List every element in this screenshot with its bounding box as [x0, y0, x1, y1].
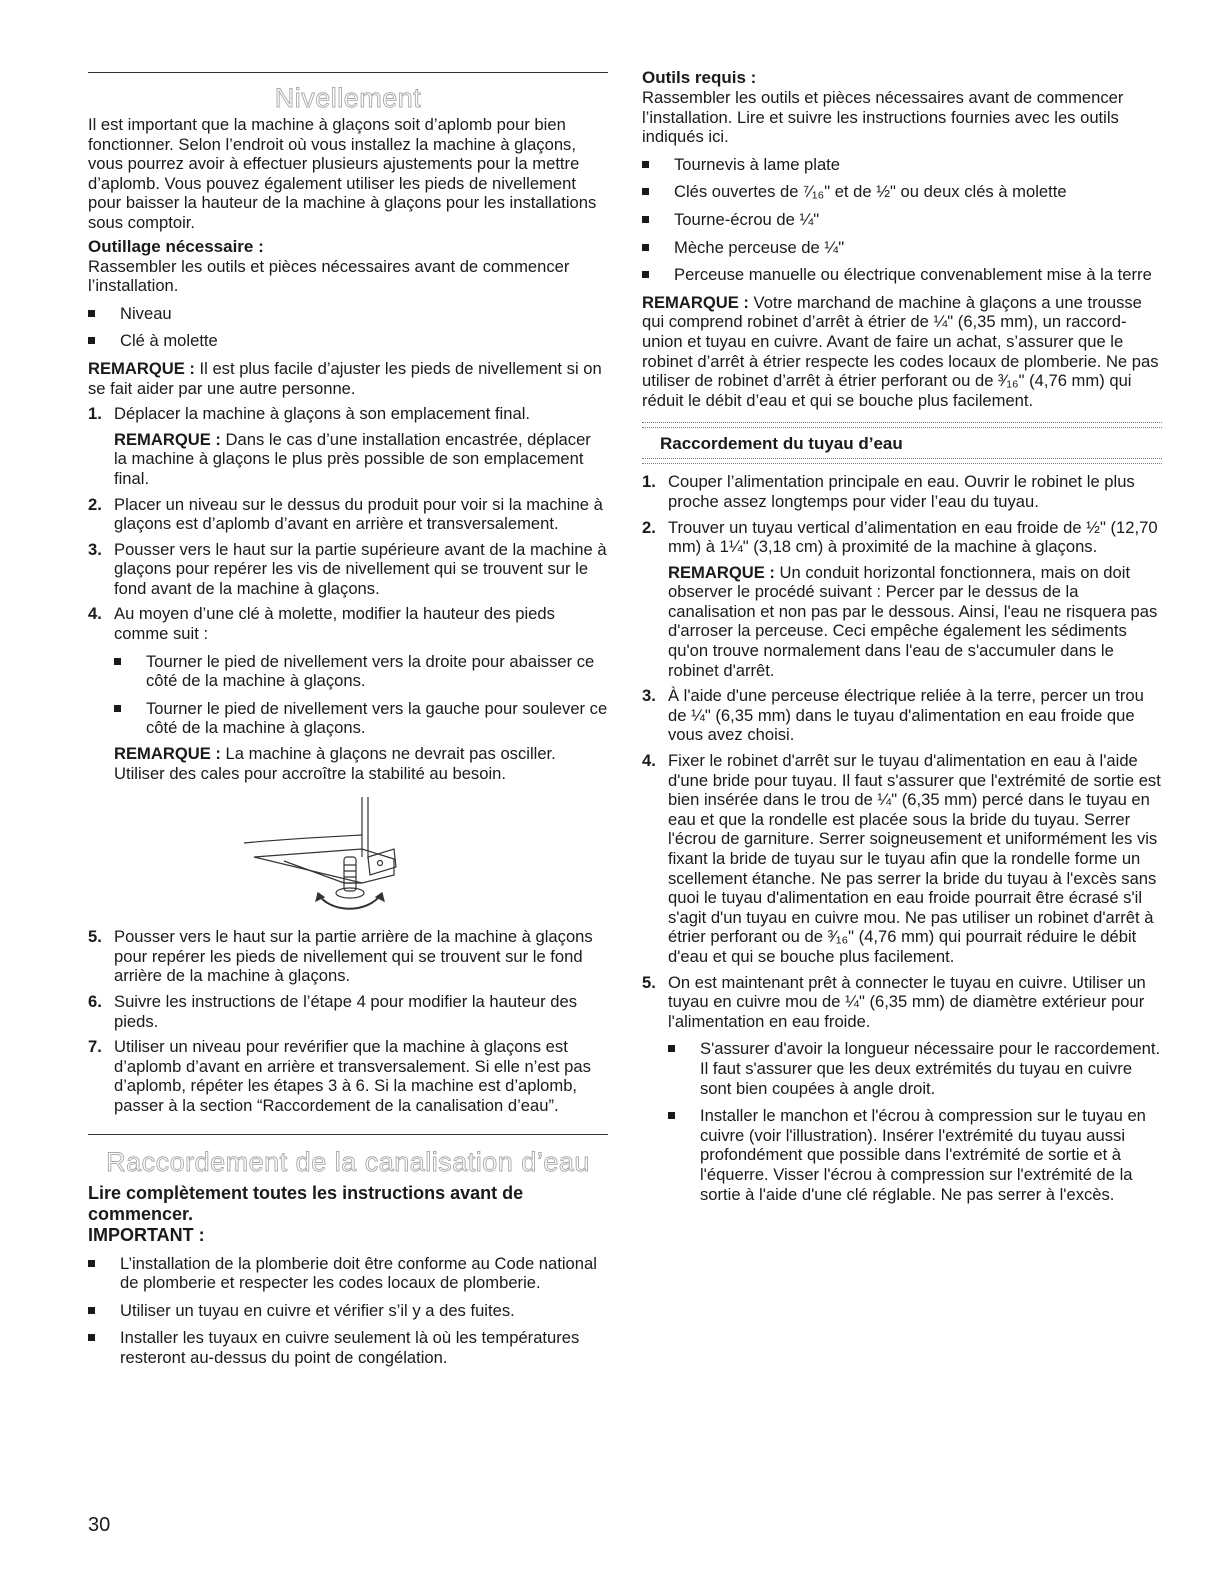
note-text: Il est plus facile d’ajuster les pieds de nivellement si on se fait aider par une autre personne.: [88, 358, 602, 398]
step-number: 5.: [88, 927, 102, 947]
list-item: L’installation de la plomberie doit être conforme au Code national de plomberie et respecter les codes locaux de plomberie.: [88, 1254, 608, 1293]
step-number: 5.: [642, 972, 656, 992]
list-item: Tourne-écrou de ¼": [642, 210, 1162, 230]
step-text: Déplacer la machine à glaçons à son emplacement final.: [114, 404, 530, 424]
note-label: REMARQUE :: [114, 744, 221, 764]
step-number: 3.: [642, 686, 656, 706]
step-text: Placer un niveau sur le dessus du produit pour voir si la machine à glaçons est d’aplomb d’avant en arrière et transversalement.: [114, 494, 603, 534]
step: [88, 604, 608, 917]
step-bullets: [668, 1039, 1162, 1204]
note-text: La machine à glaçons ne devrait pas osciller. Utiliser des cales pour accroître la stabilité au besoin.: [114, 744, 556, 783]
leveling-note: [88, 359, 608, 398]
list-item: Clés ouvertes de ⁷⁄₁₆" et de ½" ou deux clés à molette: [642, 182, 1162, 202]
note-label: REMARQUE :: [88, 358, 195, 378]
step-note: [668, 563, 1162, 681]
important-list: [88, 1254, 608, 1368]
list-item: Perceuse manuelle ou électrique convenablement mise à la terre: [642, 265, 1162, 285]
dotted-divider: [642, 422, 1162, 428]
tools-required-note: [642, 293, 1162, 411]
step: [642, 973, 1162, 1205]
plumbing-heading: Raccordement de la canalisation d’eau: [106, 1146, 590, 1177]
note-label: REMARQUE :: [114, 429, 221, 449]
step-number: 4.: [88, 604, 102, 624]
list-item: Clé à molette: [88, 331, 608, 351]
step-text: On est maintenant prêt à connecter le tuyau en cuivre. Utiliser un tuyau en cuivre mou de ¼" (6,35 mm) de diamètre extérieur pour l'alimentation en eau froide.: [668, 972, 1146, 1031]
step-number: 3.: [88, 539, 102, 559]
water-connection-heading: Raccordement du tuyau d’eau: [660, 434, 903, 454]
tools-required-heading: Outils requis :: [642, 68, 757, 87]
step-text: Fixer le robinet d'arrêt sur le tuyau d'alimentation en eau à l'aide d'une bride pour tuyau. Il faut s'assurer que l'extrémité de sortie est bien insérée dans le trou de ¼" (6,35 mm) percé dans le tuyau en eau et que la rondelle est placée sous la bride du tuyau. Serrer l'écrou de garniture. Serrer soigneusement et uniformément les vis fixant la bride de tuyau sur le tuyau afin que la rondelle forme un scellement étanche. Ne pas serrer la bride du tuyau à l'excès sans quoi le tuyau d'alimentation en eau froide pourrait être écrasé s'il s'agit d'un tuyau en cuivre mou. Ne pas utiliser un robinet d'arrêt à étrier perforant ou de ³⁄₁₆" (4,76 mm) qui pourrait réduire le débit d'eau et qui se bouche plus facilement.: [668, 751, 1161, 966]
step: [642, 751, 1162, 967]
step-text: Utiliser un niveau pour revérifier que la machine à glaçons est d’aplomb d’avant en arrière et transversalement. Si elle n’est pas d’aplomb, répéter les étapes 3 à 6. Si la machine est d’aplomb, passer à la section “Raccordement de la canalisation d’eau”.: [114, 1037, 591, 1115]
step-note: [114, 430, 608, 489]
section-rule: [88, 72, 608, 73]
water-connection-steps: [642, 472, 1162, 1204]
step: [642, 472, 1162, 511]
tools-required-intro: Rassembler les outils et pièces nécessaires avant de commencer l’installation. Lire et suivre les instructions fournies avec les outils indiqués ici.: [642, 88, 1124, 147]
step-text: Au moyen d’une clé à molette, modifier la hauteur des pieds comme suit :: [114, 604, 555, 644]
step: [88, 992, 608, 1031]
list-item: Utiliser un tuyau en cuivre et vérifier s’il y a des fuites.: [88, 1301, 608, 1321]
list-item: Tourner le pied de nivellement vers la gauche pour soulever ce côté de la machine à glaçons.: [114, 699, 608, 738]
left-column: [88, 0, 608, 1368]
leveling-tools-list: [88, 304, 608, 351]
step: [88, 1037, 608, 1115]
step-number: 1.: [88, 404, 102, 424]
step-number: 6.: [88, 992, 102, 1011]
step-text: Pousser vers le haut sur la partie arrière de la machine à glaçons pour repérer les pieds de nivellement qui se trouvent sur le fond arrière de la machine à glaçons.: [114, 927, 593, 986]
read-first-heading: Lire complètement toutes les instructions avant de commencer.: [88, 1182, 524, 1224]
leveling-heading: Nivellement: [274, 83, 422, 113]
step: [88, 540, 608, 599]
list-item: Installer le manchon et l'écrou à compression sur le tuyau en cuivre (voir l'illustration). Insérer l'extrémité du tuyau aussi profondément que possible dans l'extrémité de sortie et à l'équerre. Visser l'écrou à compression sur l'extrémité de la sortie à l'aide d'une clé réglable. Ne pas serrer à l'excès.: [668, 1106, 1162, 1204]
step-note: [114, 744, 608, 783]
step-text: Suivre les instructions de l’étape 4 pour modifier la hauteur des pieds.: [114, 992, 578, 1031]
step-text: Trouver un tuyau vertical d’alimentation en eau froide de ½" (12,70 mm) à 1¼" (3,18 cm) à proximité de la machine à glaçons.: [668, 517, 1158, 557]
list-item: Niveau: [88, 304, 608, 324]
step: [642, 518, 1162, 681]
step-text: À l'aide d'une perceuse électrique reliée à la terre, percer un trou de ¼" (6,35 mm) dans le tuyau d'alimentation en eau froide que vous avez choisi.: [668, 686, 1144, 745]
step: [88, 404, 608, 488]
step-number: 2.: [88, 494, 102, 514]
note-text: Votre marchand de machine à glaçons a une trousse qui comprend robinet d’arrêt à étrier de ¼" (6,35 mm), un raccord-union et tuyau en cuivre. Avant de faire un achat, s’assurer que le robinet d’arrêt à étrier respecte les codes locaux de plomberie. Ne pas utiliser de robinet d’arrêt à étrier perforant ou de ³⁄₁₆" (4,76 mm) qui réduit le débit d’eau et qui se bouche plus facilement.: [642, 292, 1159, 410]
right-column: [642, 0, 1162, 1204]
step: [88, 495, 608, 534]
step-text: Pousser vers le haut sur la partie supérieure avant de la machine à glaçons pour repérer les vis de nivellement qui se trouvent sur le fond avant de la machine à glaçons.: [114, 539, 607, 598]
section-rule: [88, 1134, 608, 1135]
tools-heading: Outillage nécessaire :: [88, 236, 264, 256]
step-number: 1.: [642, 472, 656, 492]
leveling-steps: [88, 404, 608, 1115]
list-item: Mèche perceuse de ¼": [642, 238, 1162, 258]
leveling-leg-illustration: [244, 797, 414, 917]
list-item: Tourner le pied de nivellement vers la droite pour abaisser ce côté de la machine à glaçons.: [114, 652, 608, 691]
list-item: Tournevis à lame plate: [642, 155, 1162, 175]
step: [88, 927, 608, 986]
list-item: S'assurer d'avoir la longueur nécessaire pour le raccordement. Il faut s'assurer que les deux extrémités du tuyau en cuivre sont bien coupées à angle droit.: [668, 1039, 1162, 1098]
step-text: Couper l’alimentation principale en eau. Ouvrir le robinet le plus proche assez longtemps pour vider l’eau du tuyau.: [668, 472, 1135, 511]
page-number: 30: [88, 1514, 111, 1536]
note-text: Dans le cas d’une installation encastrée, déplacer la machine à glaçons le plus près possible de son emplacement final.: [114, 429, 591, 488]
step-number: 4.: [642, 751, 656, 771]
list-item: Installer les tuyaux en cuivre seulement là où les températures resteront au-dessus du point de congélation.: [88, 1328, 608, 1367]
note-label: REMARQUE :: [642, 292, 749, 312]
step-bullets: [114, 652, 608, 738]
note-text: Un conduit horizontal fonctionnera, mais on doit observer le procédé suivant : Percer par le dessus de la canalisation et non pas par le dessous. Ainsi, l'eau ne risquera pas d'arroser la perceuse. Ceci empêche également les sédiments qu'on trouve normalement dans l'eau de s'accumuler dans le robinet d'arrêt.: [668, 562, 1158, 680]
step: [642, 686, 1162, 745]
note-label: REMARQUE :: [668, 562, 775, 582]
dotted-divider: [642, 458, 1162, 464]
tools-required-list: [642, 155, 1162, 285]
important-label: IMPORTANT :: [88, 1224, 205, 1245]
leveling-intro: Il est important que la machine à glaçons soit d’aplomb pour bien fonctionner. Selon l’endroit où vous installez la machine à glaçons, vous pourrez avoir à effectuer plusieurs ajustements pour la mettre d’aplomb. Vous pouvez également utiliser les pieds de nivellement pour baisser la hauteur de la machine à glaçons pour les installations sous comptoir.: [88, 115, 597, 232]
tools-intro: Rassembler les outils et pièces nécessaires avant de commencer l’installation.: [88, 256, 570, 296]
step-number: 2.: [642, 517, 656, 537]
step-number: 7.: [88, 1037, 102, 1057]
